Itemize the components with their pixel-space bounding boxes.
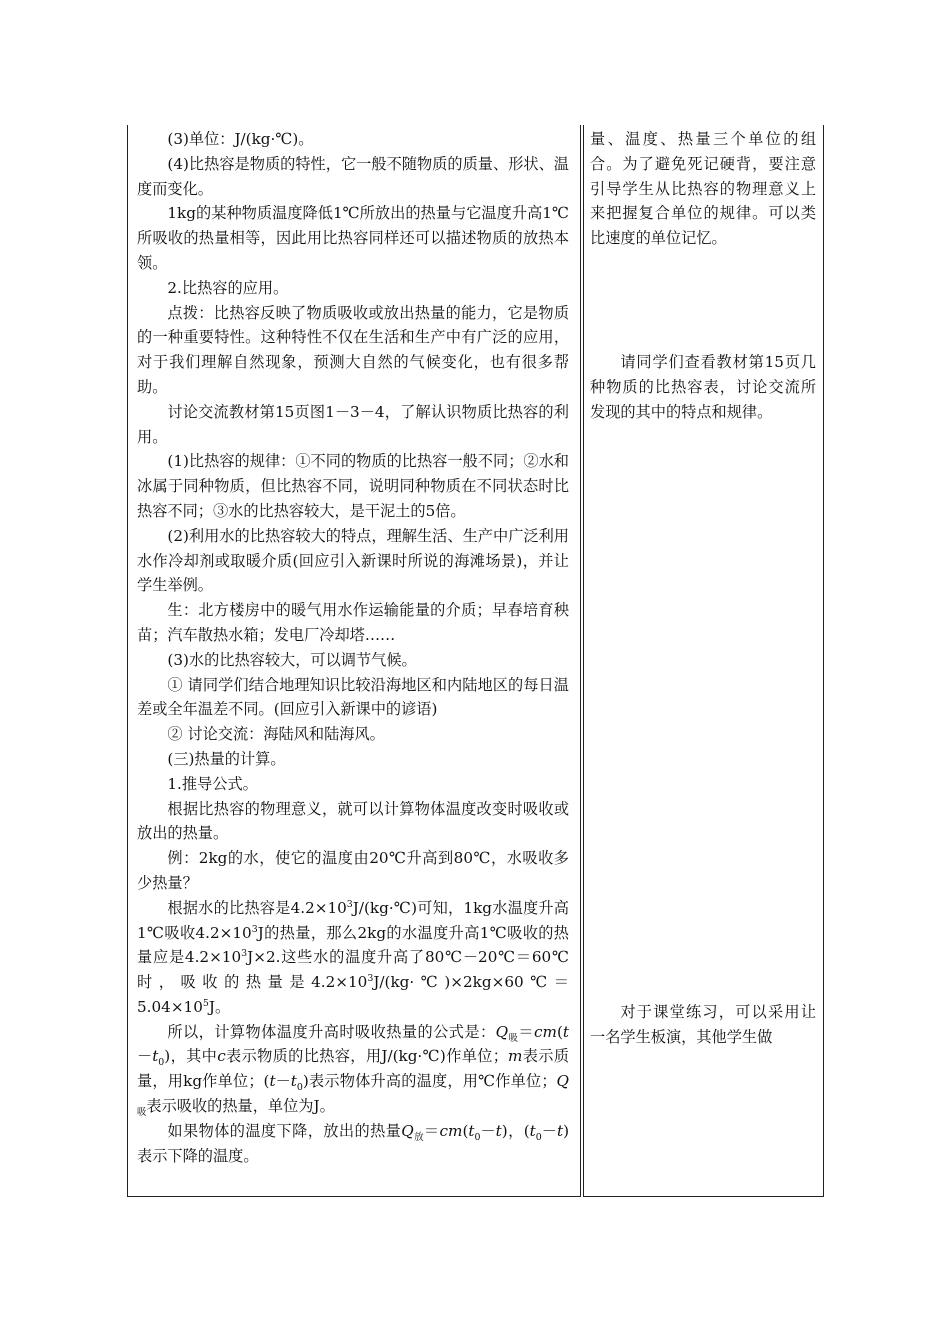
- paragraph: 2.比热容的应用。: [167, 278, 289, 297]
- column-divider: [580, 125, 581, 1197]
- paragraph: (1)比热容的规律：①不同的物质的比热容一般不同；②水和冰属于同种物质，但比热容不同，说明同种物质在不同状态时比热容不同；③水的比热容较大，是干泥土的5倍。: [137, 452, 569, 520]
- paragraph: (3)水的比热容较大，可以调节气候。: [167, 650, 417, 669]
- table-bottom-border: [583, 1196, 824, 1197]
- teaching-notes-column: [590, 127, 816, 1050]
- section-heading: (三)热量的计算。: [167, 749, 286, 768]
- formula-paragraph: 所以，计算物体温度升高时吸收热量的公式是：$Q_吸=cm(t-t_0)$，其中c表示物质的比热容，用J/(kg·℃)作单位；m表示质量，用kg作单位；$(t-t_0)$表示物体升高的温度，用℃作单位；$Q_吸$表示吸收的热量，单位为J。: [137, 1022, 570, 1119]
- lesson-content-column: [137, 127, 569, 1168]
- table-bottom-border: [127, 1196, 580, 1197]
- paragraph: ① 请同学们结合地理知识比较沿海地区和内陆地区的每日温差或全年温差不同。(回应引入新课中的谚语): [137, 675, 569, 719]
- paragraph: ② 讨论交流：海陆风和陆海风。: [167, 725, 385, 744]
- note-paragraph: 请同学们查看教材第15页几种物质的比热容表，讨论交流所发现的其中的特点和规律。: [590, 352, 816, 421]
- example-solution: 根据水的比热容是$4.2\times 10^3J/(kg\cdot℃)$可知，1kg水温度升高1℃吸收$4.2\times 10^3J$的热量，那么2kg的水温度升高1℃吸收的热量应是$4.2\times 10^3J\times 2$.这些水的温度升高了80℃－20℃＝60℃时，吸收的热量是$4.2\times 10^3J/(kg\cdot℃)\times 2kg\times 60℃=5.04\times 10^5J$。: [137, 898, 569, 1016]
- column-divider: [583, 125, 584, 1197]
- paragraph: (4)比热容是物质的特性，它一般不随物质的质量、形状、温度而变化。: [137, 154, 569, 198]
- formula-paragraph: 如果物体的温度下降，放出的热量$Q_放=cm(t_0-t)$，$(t_0-t)$表示下降的温度。: [137, 1121, 569, 1165]
- paragraph: 点拨：比热容反映了物质吸收或放出热量的能力，它是物质的一种重要特性。这种特性不仅在生活和生产中有广泛的应用，对于我们理解自然现象，预测大自然的气候变化，也有很多帮助。: [137, 303, 569, 396]
- paragraph: 根据比热容的物理意义，就可以计算物体温度改变时吸收或放出的热量。: [137, 799, 569, 843]
- paragraph: 生：北方楼房中的暖气用水作运输能量的介质；早春培育秧苗；汽车散热水箱；发电厂冷却塔……: [137, 601, 569, 644]
- paragraph: 1.推导公式。: [167, 774, 258, 793]
- paragraph: (3)单位：J/(kg·℃)。: [167, 130, 314, 148]
- paragraph: 讨论交流教材第15页图1－3－4，了解认识物质比热容的利用。: [137, 402, 569, 446]
- paragraph: 1kg的某种物质温度降低1℃所放出的热量与它温度升高1℃所吸收的热量相等，因此用比热容同样还可以描述物质的放热本领。: [137, 204, 569, 272]
- note-paragraph: 量、温度、热量三个单位的组合。为了避免死记硬背，要注意引导学生从比热容的物理意义上来把握复合单位的规律。可以类比速度的单位记忆。: [590, 130, 816, 248]
- example-question: 例：2kg的水，使它的温度由20℃升高到80℃，水吸收多少热量？: [137, 849, 569, 892]
- paragraph: (2)利用水的比热容较大的特点，理解生活、生产中广泛利用水作冷却剂或取暖介质(回应引入新课时所说的海滩场景)，并让学生举例。: [137, 526, 569, 595]
- note-paragraph: 对于课堂练习，可以采用让一名学生板演，其他学生做: [590, 1003, 816, 1047]
